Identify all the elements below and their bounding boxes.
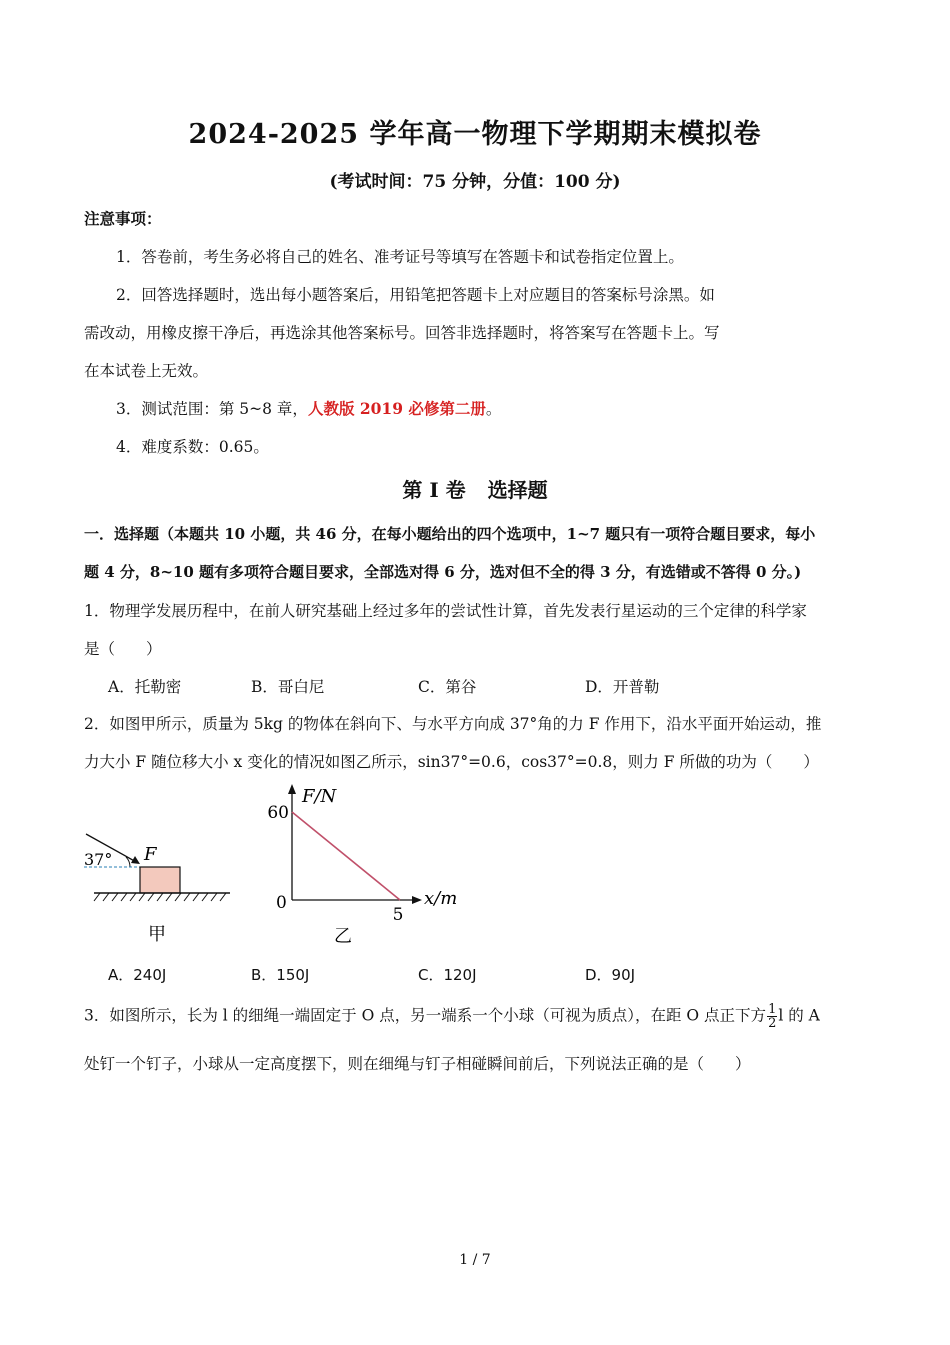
q3-stem-line-1 bbox=[84, 1003, 820, 1030]
figure-yi-chart bbox=[260, 778, 470, 953]
figure-yi-caption: 乙 bbox=[334, 926, 352, 947]
q1-option-c[interactable]: C．第谷 bbox=[418, 678, 477, 696]
q2-option-b[interactable]: B．150J bbox=[251, 966, 310, 984]
page-number: 1 / 7 bbox=[459, 1252, 491, 1268]
figure-jia-caption: 甲 bbox=[148, 924, 166, 945]
notice-item-2-line-1: 2．回答选择题时，选出每小题答案后，用铅笔把答题卡上对应题目的答案标号涂黑。如 bbox=[116, 286, 715, 304]
q1-option-d[interactable]: D．开普勒 bbox=[585, 678, 660, 696]
q1-stem-line-1: 1．物理学发展历程中，在前人研究基础上经过多年的尝试性计算，首先发表行星运动的三个定律的科学家 bbox=[84, 602, 807, 620]
x-tick-label: 5 bbox=[392, 905, 404, 925]
q2-stem-line-1: 2．如图甲所示，质量为 5kg 的物体在斜向下、与水平方向成 37°角的力 F 作用下，沿水平面开始运动，推 bbox=[84, 715, 822, 733]
fraction-numerator: 1 bbox=[768, 1002, 777, 1017]
q2-option-c[interactable]: C．120J bbox=[418, 966, 477, 984]
exam-time-score: (考试时间：75 分钟，分值：100 分) bbox=[329, 172, 621, 192]
q2-option-d[interactable]: D．90J bbox=[585, 966, 636, 984]
block bbox=[140, 867, 180, 893]
instructions-line-2: 题 4 分，8~10 题有多项符合题目要求，全部选对得 6 分，选对但不全的得 3 分，有选错或不答得 0 分。) bbox=[84, 563, 802, 581]
section-title bbox=[0, 474, 950, 503]
notice-item-3-suffix: 。 bbox=[485, 400, 502, 418]
angle-label: 37° bbox=[84, 850, 113, 869]
q1-option-a[interactable]: A．托勒密 bbox=[108, 678, 182, 696]
fraction-one-half bbox=[767, 1003, 777, 1030]
q3-stem-line-1-a: 3．如图所示，长为 l 的细绳一端固定于 O 点，另一端系一个小球（可视为质点），在距 O 点正下方 bbox=[84, 1006, 767, 1025]
y-axis-label: F/N bbox=[302, 786, 337, 807]
notice-heading: 注意事项： bbox=[84, 209, 162, 228]
q1-option-b[interactable]: B．哥白尼 bbox=[251, 678, 325, 696]
notice-item-3 bbox=[116, 397, 501, 419]
x-axis-arrow bbox=[412, 896, 422, 904]
q3-stem-line-1-b: l 的 A bbox=[778, 1006, 820, 1025]
ground-hatching bbox=[94, 893, 226, 901]
notice-item-2-line-2: 需改动，用橡皮擦干净后，再选涂其他答案标号。回答非选择题时，将答案写在答题卡上。写 bbox=[84, 324, 720, 342]
notice-item-3-prefix: 3．测试范围：第 5~8 章， bbox=[116, 400, 308, 418]
section-name: 选择题 bbox=[487, 478, 548, 502]
q2-option-a[interactable]: A．240J bbox=[108, 966, 167, 984]
q3-stem-line-2: 处钉一个钉子，小球从一定高度摆下，则在细绳与钉子相碰瞬间前后，下列说法正确的是（ ） bbox=[84, 1055, 751, 1073]
q2-options bbox=[0, 964, 950, 986]
figure-jia bbox=[80, 825, 240, 950]
q1-options bbox=[0, 675, 950, 697]
section-part: 第 I 卷 bbox=[402, 478, 466, 502]
page-title: 2024-2025 学年高一物理下学期期末模拟卷 bbox=[188, 119, 762, 150]
x-axis-label: x/m bbox=[424, 888, 458, 909]
q2-stem-line-2: 力大小 F 随位移大小 x 变化的情况如图乙所示，sin37°=0.6，cos37°=0.8，则力 F 所做的功为（ ） bbox=[84, 753, 819, 771]
notice-item-1: 1．答卷前，考生务必将自己的姓名、准考证号等填写在答题卡和试卷指定位置上。 bbox=[116, 248, 684, 266]
fraction-denominator: 2 bbox=[768, 1016, 777, 1031]
notice-item-4: 4．难度系数：0.65。 bbox=[116, 438, 269, 456]
y-tick-label: 60 bbox=[267, 803, 289, 823]
origin-label: 0 bbox=[276, 893, 287, 913]
instructions-line-1: 一．选择题（本题共 10 小题，共 46 分，在每小题给出的四个选项中，1~7 题只有一项符合题目要求，每小 bbox=[84, 525, 816, 543]
textbook-name: 人教版 2019 必修第二册 bbox=[307, 399, 486, 418]
y-axis-arrow bbox=[288, 784, 296, 794]
series-line bbox=[292, 812, 400, 900]
force-label: F bbox=[144, 844, 157, 865]
q1-stem-line-2: 是（ ） bbox=[84, 640, 162, 658]
notice-item-2-line-3: 在本试卷上无效。 bbox=[84, 362, 209, 380]
